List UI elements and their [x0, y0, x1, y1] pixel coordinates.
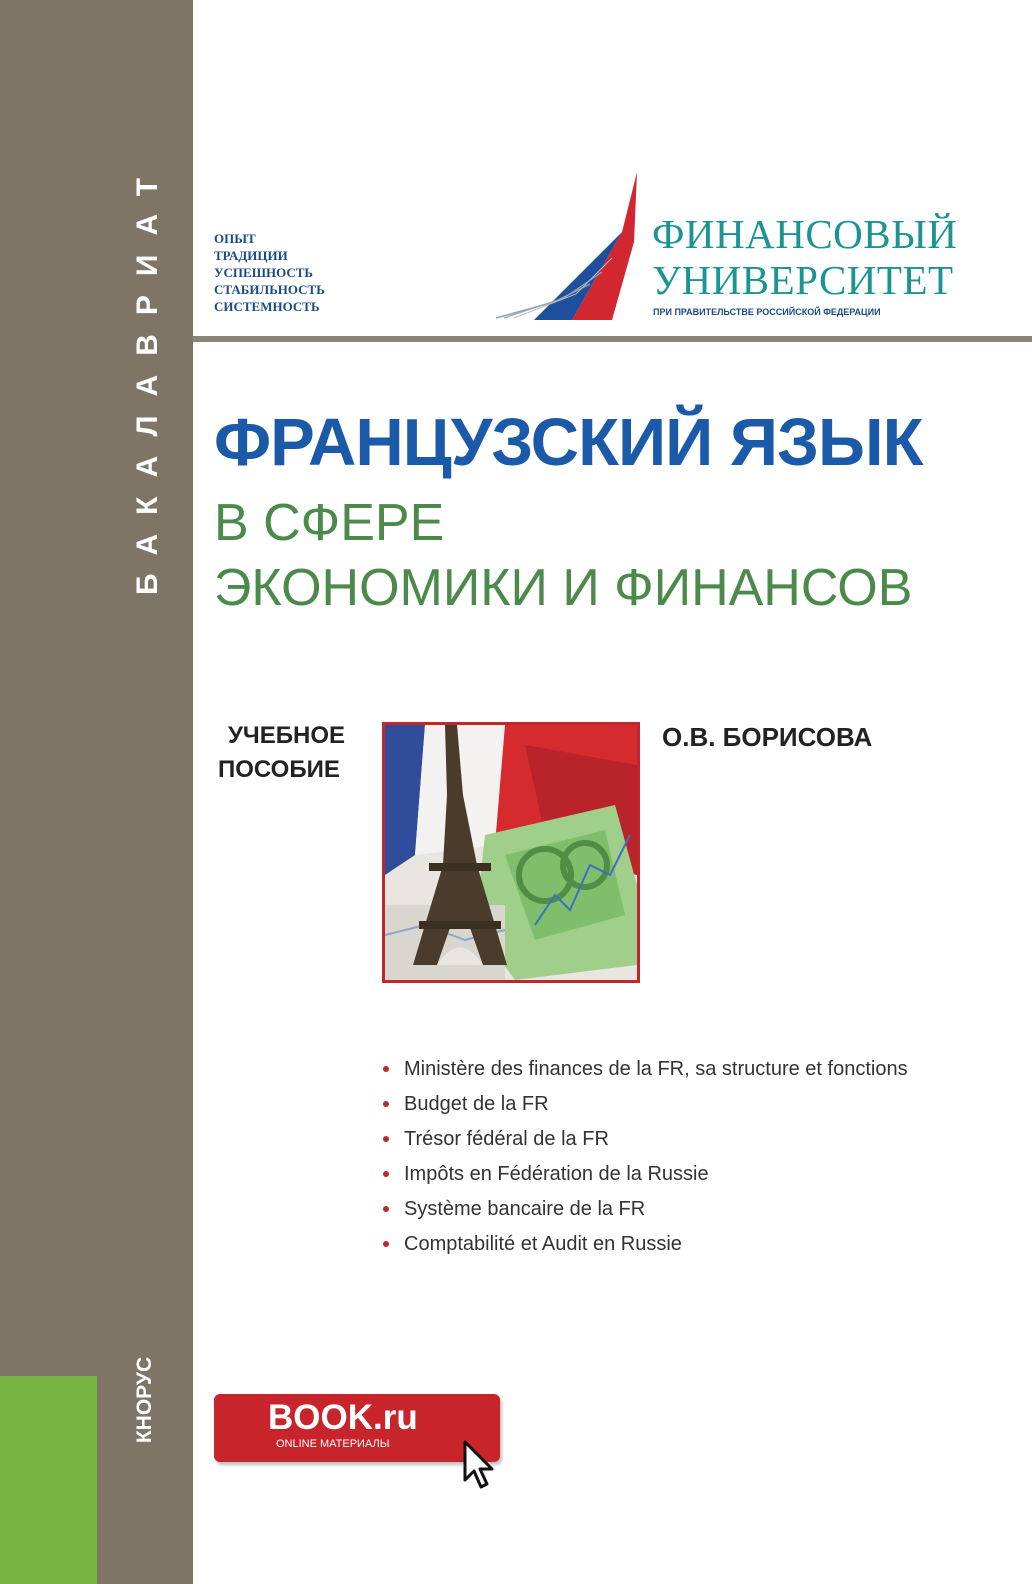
eiffel-tower-money-illustration: [385, 725, 637, 980]
book-subtitle-line2: ЭКОНОМИКИ И ФИНАНСОВ: [214, 559, 913, 617]
university-values-list: [214, 230, 325, 315]
bullet-icon: [383, 1066, 389, 1072]
list-item: [383, 1090, 908, 1125]
cursor-arrow-icon: [462, 1440, 496, 1490]
spine-accent-block: [0, 1376, 97, 1584]
value-item: СТАБИЛЬНОСТЬ: [214, 282, 325, 297]
cover-photo: [382, 722, 640, 983]
badge-title: BOOK.ru: [268, 1398, 418, 1437]
bullet-icon: [383, 1206, 389, 1212]
topic-text: Impôts en Fédération de la Russie: [404, 1163, 709, 1185]
topic-text: Ministère des finances de la FR, sa structure et fonctions: [404, 1058, 908, 1080]
topic-text: Budget de la FR: [404, 1093, 549, 1115]
book-type-line1: УЧЕБНОЕ: [228, 722, 346, 749]
bullet-icon: [383, 1101, 389, 1107]
header-divider: [193, 336, 1032, 342]
value-item: ОПЫТ: [214, 231, 256, 246]
bullet-icon: [383, 1241, 389, 1247]
list-item: [383, 1055, 908, 1090]
list-item: [383, 1230, 908, 1265]
topic-text: Système bancaire de la FR: [404, 1198, 646, 1220]
list-item: [383, 1160, 908, 1195]
topic-text: Trésor fédéral de la FR: [404, 1128, 609, 1150]
publisher-label: КНОРУС: [133, 1356, 156, 1444]
bullet-icon: [383, 1171, 389, 1177]
topics-list: [383, 1055, 908, 1265]
university-name-line1: ФИНАНСОВЫЙ: [652, 211, 958, 257]
list-item: [383, 1125, 908, 1160]
value-item: УСПЕШНОСТЬ: [214, 265, 314, 280]
topic-text: Comptabilité et Audit en Russie: [404, 1233, 682, 1255]
series-label: БАКАЛАВРИАТ: [131, 159, 164, 595]
value-item: СИСТЕМНОСТЬ: [214, 299, 320, 314]
badge-subtitle: ONLINE МАТЕРИАЛЫ: [276, 1438, 390, 1450]
university-name-line2: УНИВЕРСИТЕТ: [652, 257, 954, 303]
value-item: ТРАДИЦИИ: [214, 248, 288, 263]
author-name: О.В. БОРИСОВА: [662, 722, 873, 752]
book-title: ФРАНЦУЗСКИЙ ЯЗЫК: [214, 405, 923, 480]
book-subtitle-line1: В СФЕРЕ: [214, 494, 445, 552]
university-subtitle: ПРИ ПРАВИТЕЛЬСТВЕ РОССИЙСКОЙ ФЕДЕРАЦИИ: [653, 307, 881, 317]
university-emblem-icon: [494, 172, 639, 320]
list-item: [383, 1195, 908, 1230]
bullet-icon: [383, 1136, 389, 1142]
book-type-line2: ПОСОБИЕ: [218, 756, 340, 783]
book-ru-badge: [214, 1394, 500, 1462]
